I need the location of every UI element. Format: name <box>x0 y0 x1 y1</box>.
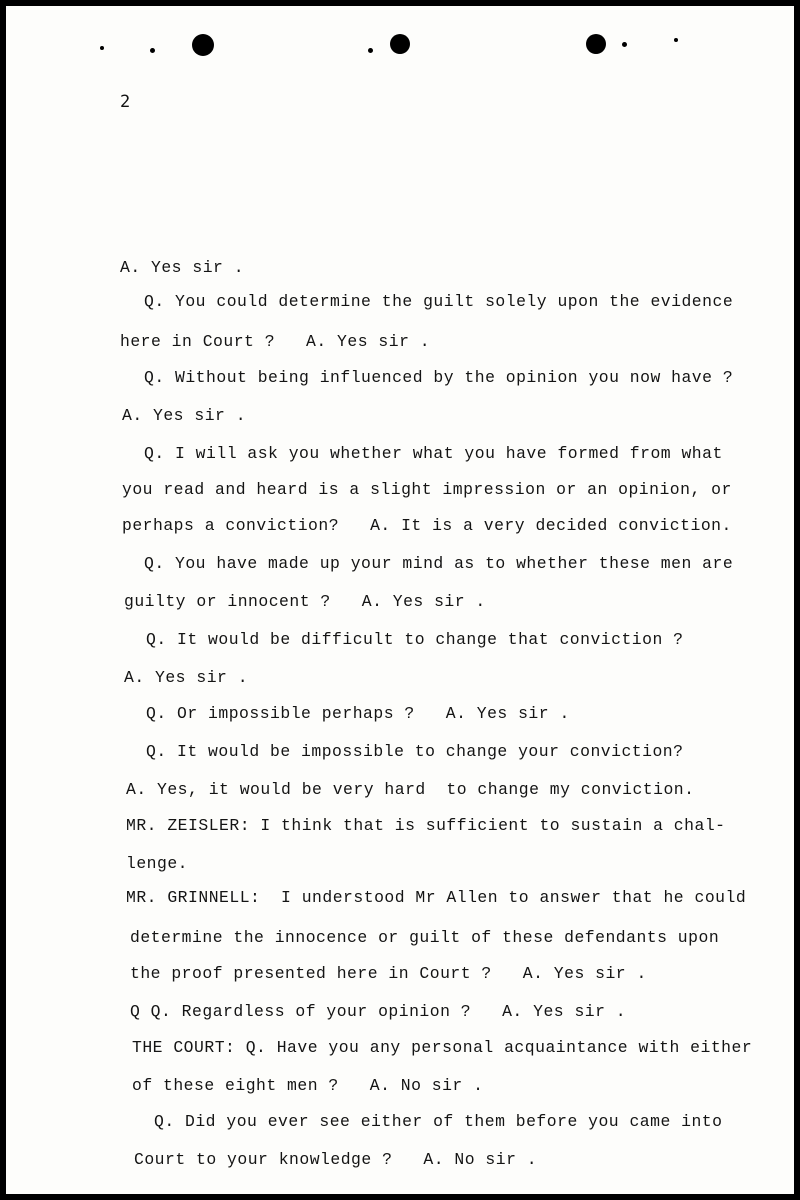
transcript-line: you read and heard is a slight impression or an opinion, or <box>122 480 732 499</box>
punch-hole-left <box>192 34 214 56</box>
document-page <box>6 6 794 1194</box>
punch-hole-right <box>586 34 606 54</box>
transcript-line: MR. ZEISLER: I think that is sufficient to sustain a chal- <box>126 816 726 835</box>
transcript-line: Q. It would be difficult to change that conviction ? <box>146 630 684 649</box>
transcript-line: guilty or innocent ? A. Yes sir . <box>124 592 486 611</box>
speck-mark <box>674 38 678 42</box>
transcript-line: perhaps a conviction? A. It is a very decided conviction. <box>122 516 732 535</box>
transcript-line: Q. Did you ever see either of them before you came into <box>154 1112 723 1131</box>
transcript-line: Q. You could determine the guilt solely upon the evidence <box>144 292 734 311</box>
speck-mark <box>368 48 373 53</box>
transcript-line: Q. You have made up your mind as to whether these men are <box>144 554 734 573</box>
transcript-line: Q. Or impossible perhaps ? A. Yes sir . <box>146 704 570 723</box>
speck-mark <box>150 48 155 53</box>
punch-hole-center <box>390 34 410 54</box>
transcript-line: MR. GRINNELL: I understood Mr Allen to answer that he could <box>126 888 747 907</box>
transcript-line: Q. It would be impossible to change your conviction? <box>146 742 684 761</box>
transcript-line: determine the innocence or guilt of these defendants upon <box>130 928 720 947</box>
transcript-line: THE COURT: Q. Have you any personal acquaintance with either <box>132 1038 753 1057</box>
page-number: 2 <box>120 92 131 112</box>
transcript-line: A. Yes sir . <box>124 668 249 687</box>
transcript-line: A. Yes, it would be very hard to change my conviction. <box>126 780 695 799</box>
transcript-line: A. Yes sir . <box>122 406 247 425</box>
transcript-line: here in Court ? A. Yes sir . <box>120 332 431 351</box>
transcript-line: the proof presented here in Court ? A. Yes sir . <box>130 964 647 983</box>
speck-mark <box>622 42 627 47</box>
transcript-line: Q Q. Regardless of your opinion ? A. Yes sir . <box>130 1002 627 1021</box>
speck-mark <box>100 46 104 50</box>
transcript-line: lenge. <box>126 854 189 873</box>
transcript-line: Court to your knowledge ? A. No sir . <box>134 1150 538 1169</box>
transcript-line: of these eight men ? A. No sir . <box>132 1076 484 1095</box>
transcript-line: Q. I will ask you whether what you have formed from what <box>144 444 723 463</box>
transcript-line: A. Yes sir . <box>120 258 245 277</box>
transcript-line: Q. Without being influenced by the opinion you now have ? <box>144 368 734 387</box>
